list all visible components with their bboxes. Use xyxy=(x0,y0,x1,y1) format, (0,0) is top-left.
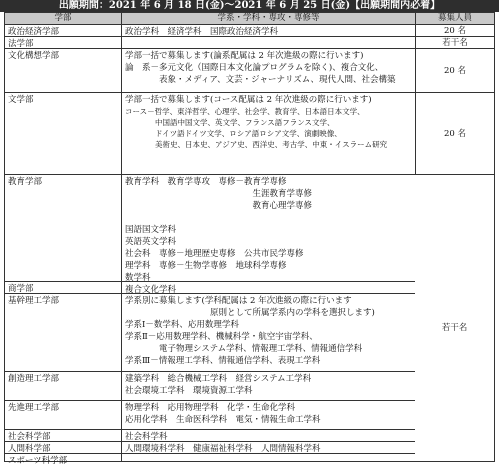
faculty-cell xyxy=(5,294,122,371)
quota-cell xyxy=(416,37,494,48)
dept-line: 学部一括で募集します(論系配属は 2 年次進級の際に行います) xyxy=(125,51,364,61)
dept-line: 複合文化学科 xyxy=(125,285,177,295)
dept-cell xyxy=(122,175,416,295)
dept-line: 学系Ⅱ－応用数理学科、機械科学・航空宇宙学科、 xyxy=(125,332,318,342)
table-row xyxy=(4,49,495,93)
dept-cell xyxy=(122,372,416,400)
faculty-name: 人間科学部 xyxy=(8,444,51,454)
faculty-cell xyxy=(5,442,122,453)
faculty-name: 創造理工学部 xyxy=(8,374,60,384)
table-header xyxy=(4,12,495,25)
quota-value: 20 名 xyxy=(443,66,467,76)
quota-value: 若干名 xyxy=(441,323,468,333)
faculty-cell xyxy=(5,175,122,281)
dept-line: 国語国文学科 xyxy=(125,225,177,235)
faculty-cell xyxy=(5,401,122,429)
faculty-name: 政治経済学部 xyxy=(8,27,60,37)
faculty-cell xyxy=(5,372,122,400)
dept-line: 教育心理学専修 xyxy=(125,201,313,211)
dept-line: 社会環境工学科 環境資源工学科 xyxy=(125,386,253,396)
faculty-cell xyxy=(5,454,122,466)
quota-value: 若干名 xyxy=(442,38,468,48)
dept-cell xyxy=(122,25,416,36)
recruitment-table xyxy=(4,12,495,466)
dept-line: 美術史、日本史、アジア史、西洋史、考古学、中東・イスラーム研究 xyxy=(125,140,388,149)
dept-line: 数学科 xyxy=(125,273,151,283)
dept-line xyxy=(125,212,415,224)
faculty-cell xyxy=(5,93,122,174)
table-row xyxy=(4,37,495,49)
dept-line: 学系Ⅲ－情報理工学科、情報通信学科、表現工学科 xyxy=(125,356,321,366)
faculty-name: 文化構想学部 xyxy=(8,51,60,61)
application-period-banner: 出願期間：2021 年 6 月 18 日(金)～2021 年 6 月 25 日(金)【出願期間内必着】 xyxy=(0,0,499,12)
dept-line: 電子物理システム学科、情報理工学科、情報通信学科 xyxy=(125,344,363,354)
dept-cell xyxy=(122,37,416,48)
dept-line: 教育学科 教育学専攻 専修－教育学専修 xyxy=(125,177,287,187)
quota-cell xyxy=(416,49,494,92)
dept-line: 社会科学科 xyxy=(125,432,168,442)
faculty-name: スポーツ科学部 xyxy=(8,456,68,466)
table-row xyxy=(4,25,495,37)
dept-line: 物理学科 応用物理学科 化学・生命化学科 xyxy=(125,403,296,413)
merged-quota-cell xyxy=(415,175,494,461)
header-faculty: 学部 xyxy=(5,13,122,24)
dept-line: 英語英文学科 xyxy=(125,237,177,247)
faculty-cell xyxy=(5,37,122,48)
table-row xyxy=(4,93,495,175)
dept-cell xyxy=(122,430,416,441)
dept-cell xyxy=(122,401,416,429)
dept-cell xyxy=(122,282,416,293)
dept-line: 社会科 専修－地理歴史専修 公共市民学専修 xyxy=(125,249,304,259)
faculty-name: 法学部 xyxy=(8,39,34,49)
dept-cell xyxy=(122,442,416,453)
faculty-cell xyxy=(5,25,122,36)
faculty-name: 商学部 xyxy=(8,284,34,294)
dept-line: 中国語中国文学、英文学、フランス語フランス文学、 xyxy=(125,118,335,127)
faculty-cell xyxy=(5,282,122,293)
faculty-cell xyxy=(5,49,122,92)
faculty-name: 文学部 xyxy=(8,95,34,105)
quota-cell xyxy=(416,25,494,36)
dept-cell xyxy=(122,454,416,461)
dept-cell xyxy=(122,93,416,174)
faculty-name: 教育学部 xyxy=(8,177,43,187)
faculty-name: 先進理工学部 xyxy=(8,403,60,413)
header-dept: 学系・学科・専攻・専修等 xyxy=(122,13,416,24)
quota-cell xyxy=(416,93,494,174)
quota-value: 20 名 xyxy=(443,129,467,139)
faculty-cell xyxy=(5,430,122,441)
dept-line: 論 系－多元文化（国際日本文化論プログラムを除く)、複合文化、 xyxy=(125,63,384,73)
quota-value: 20 名 xyxy=(443,26,467,36)
dept-line: 学系Ⅰ－数学科、応用数理学科 xyxy=(125,320,239,330)
header-quota: 募集人員 xyxy=(437,13,472,23)
dept-line: 応用化学科 生命医科学科 電気・情報生命工学科 xyxy=(125,415,321,425)
dept-line: 人間環境科学科 健康福祉科学科 人間情報科学科 xyxy=(125,444,321,454)
dept-line: 生涯教育学専修 xyxy=(125,189,313,199)
dept-line: 表象・メディア、文芸・ジャーナリズム、現代人間、社会構築 xyxy=(125,75,396,85)
faculty-name: 基幹理工学部 xyxy=(8,296,60,306)
dept-cell xyxy=(122,294,416,371)
dept-line: 原則として所属学系内の学科を選択します) xyxy=(125,308,375,318)
dept-line: ドイツ語ドイツ文学、ロシア語ロシア文学、演劇映像、 xyxy=(125,129,342,138)
dept-line: 理学科 専修－生物学専修 地球科学専修 xyxy=(125,261,287,271)
dept-line: 建築学科 総合機械工学科 経営システム工学科 xyxy=(125,374,312,384)
dept-line: 学部一括で募集します(コース配属は 2 年次進級の際に行います) xyxy=(125,95,372,105)
dept-line: コース－哲学、東洋哲学、心理学、社会学、教育学、日本語日本文学、 xyxy=(125,107,365,116)
dept-line: 政治学科 経済学科 国際政治経済学科 xyxy=(125,27,279,37)
dept-cell xyxy=(122,49,416,92)
faculty-name: 社会科学部 xyxy=(8,432,51,442)
dept-line: 学系別に募集します(学科配属は 2 年次進級の際に行います xyxy=(125,296,352,306)
